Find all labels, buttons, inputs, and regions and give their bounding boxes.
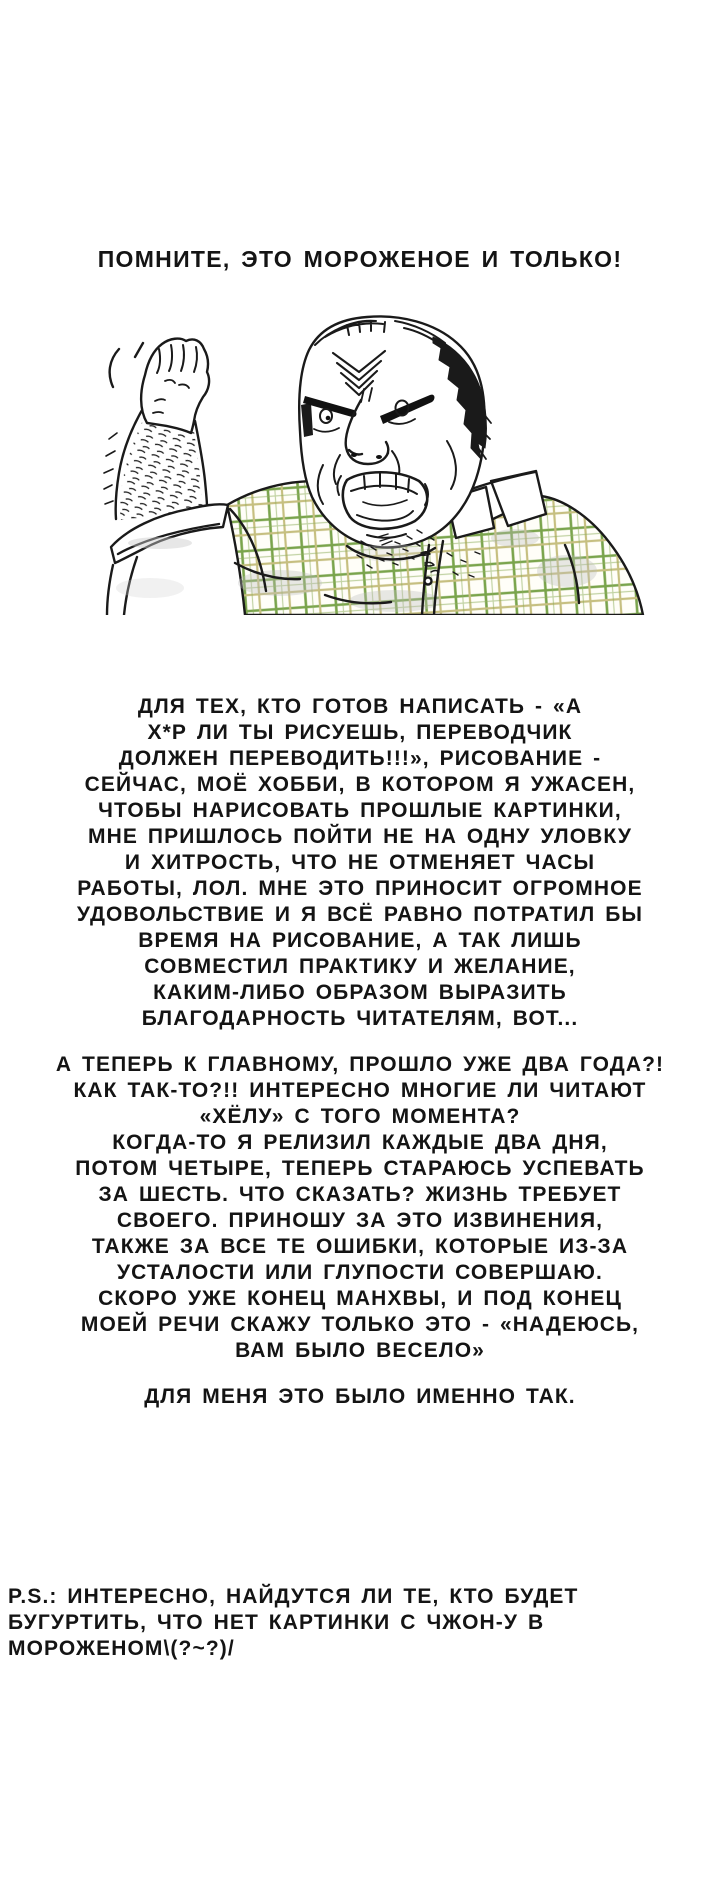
text-line: СЕЙЧАС, МОЁ ХОББИ, В КОТОРОМ Я УЖАСЕН, [84,773,636,796]
text-line: УДОВОЛЬСТВИЕ И Я ВСЁ РАВНО ПОТРАТИЛ БЫ [76,903,644,926]
page-title: ПОМНИТЕ, ЭТО МОРОЖЕНОЕ И ТОЛЬКО! [97,246,623,272]
text-line: УСТАЛОСТИ ИЛИ ГЛУПОСТИ СОВЕРШАЮ. [117,1261,603,1284]
text-line: И ХИТРОСТЬ, ЧТО НЕ ОТМЕНЯЕТ ЧАСЫ [124,851,596,874]
text-line: ПОТОМ ЧЕТЫРЕ, ТЕПЕРЬ СТАРАЮСЬ УСПЕВАТЬ [75,1157,645,1180]
text-line: ВАМ БЫЛО ВЕСЕЛО» [235,1339,485,1362]
angry-man-illustration [95,283,650,615]
text-line: КАК ТАК-ТО?!! ИНТЕРЕСНО МНОГИЕ ЛИ ЧИТАЮТ [73,1079,647,1102]
text-line: ТАКЖЕ ЗА ВСЕ ТЕ ОШИБКИ, КОТОРЫЕ ИЗ-ЗА [91,1235,629,1258]
text-line: Х*Р ЛИ ТЫ РИСУЕШЬ, ПЕРЕВОДЧИК [147,721,573,744]
text-line: ДЛЯ ТЕХ, КТО ГОТОВ НАПИСАТЬ - «А [137,695,583,718]
postscript-note [8,1584,648,1662]
text-line: ЗА ШЕСТЬ. ЧТО СКАЗАТЬ? ЖИЗНЬ ТРЕБУЕТ [98,1183,622,1206]
text-line: МОРОЖЕНОМ\(?~?)/ [8,1637,235,1660]
text-line: А ТЕПЕРЬ К ГЛАВНОМУ, ПРОШЛО УЖЕ ДВА ГОДА?! [55,1053,665,1076]
text-line: ЧТОБЫ НАРИСОВАТЬ ПРОШЛЫЕ КАРТИНКИ, [98,799,622,822]
text-line: КОГДА-ТО Я РЕЛИЗИЛ КАЖДЫЕ ДВА ДНЯ, [112,1131,608,1154]
text-line: ВРЕМЯ НА РИСОВАНИЕ, А ТАК ЛИШЬ [138,929,582,952]
shirt-button [425,578,432,585]
text-line: СВОЕГО. ПРИНОШУ ЗА ЭТО ИЗВИНЕНИЯ, [116,1209,604,1232]
translator-note-paragraph [20,694,700,1032]
motion-lines [110,343,143,387]
text-line: «ХЁЛУ» С ТОГО МОМЕНТА? [199,1105,521,1128]
text-line: СКОРО УЖЕ КОНЕЦ МАНХВЫ, И ПОД КОНЕЦ [98,1287,622,1310]
text-line: P.S.: ИНТЕРЕСНО, НАЙДУТСЯ ЛИ ТЕ, КТО БУДЕТ [8,1585,579,1608]
text-line: МНЕ ПРИШЛОСЬ ПОЙТИ НЕ НА ОДНУ УЛОВКУ [88,825,632,848]
text-line: КАКИМ-ЛИБО ОБРАЗОМ ВЫРАЗИТЬ [153,981,567,1004]
text-line: ДОЛЖЕН ПЕРЕВОДИТЬ!!!», РИСОВАНИЕ - [118,747,602,770]
closing-line: ДЛЯ МЕНЯ ЭТО БЫЛО ИМЕННО ТАК. [144,1385,576,1408]
text-line: БЛАГОДАРНОСТЬ ЧИТАТЕЛЯМ, ВОТ... [141,1007,579,1030]
text-line: РАБОТЫ, ЛОЛ. МНЕ ЭТО ПРИНОСИТ ОГРОМНОЕ [77,877,643,900]
main-note-paragraph [5,1052,715,1364]
clenched-fist [141,339,209,433]
text-line: БУГУРТИТЬ, ЧТО НЕТ КАРТИНКИ С ЧЖОН-У В [8,1611,545,1634]
text-line: СОВМЕСТИЛ ПРАКТИКУ И ЖЕЛАНИЕ, [144,955,576,978]
text-line: МОЕЙ РЕЧИ СКАЖУ ТОЛЬКО ЭТО - «НАДЕЮСЬ, [80,1313,640,1336]
